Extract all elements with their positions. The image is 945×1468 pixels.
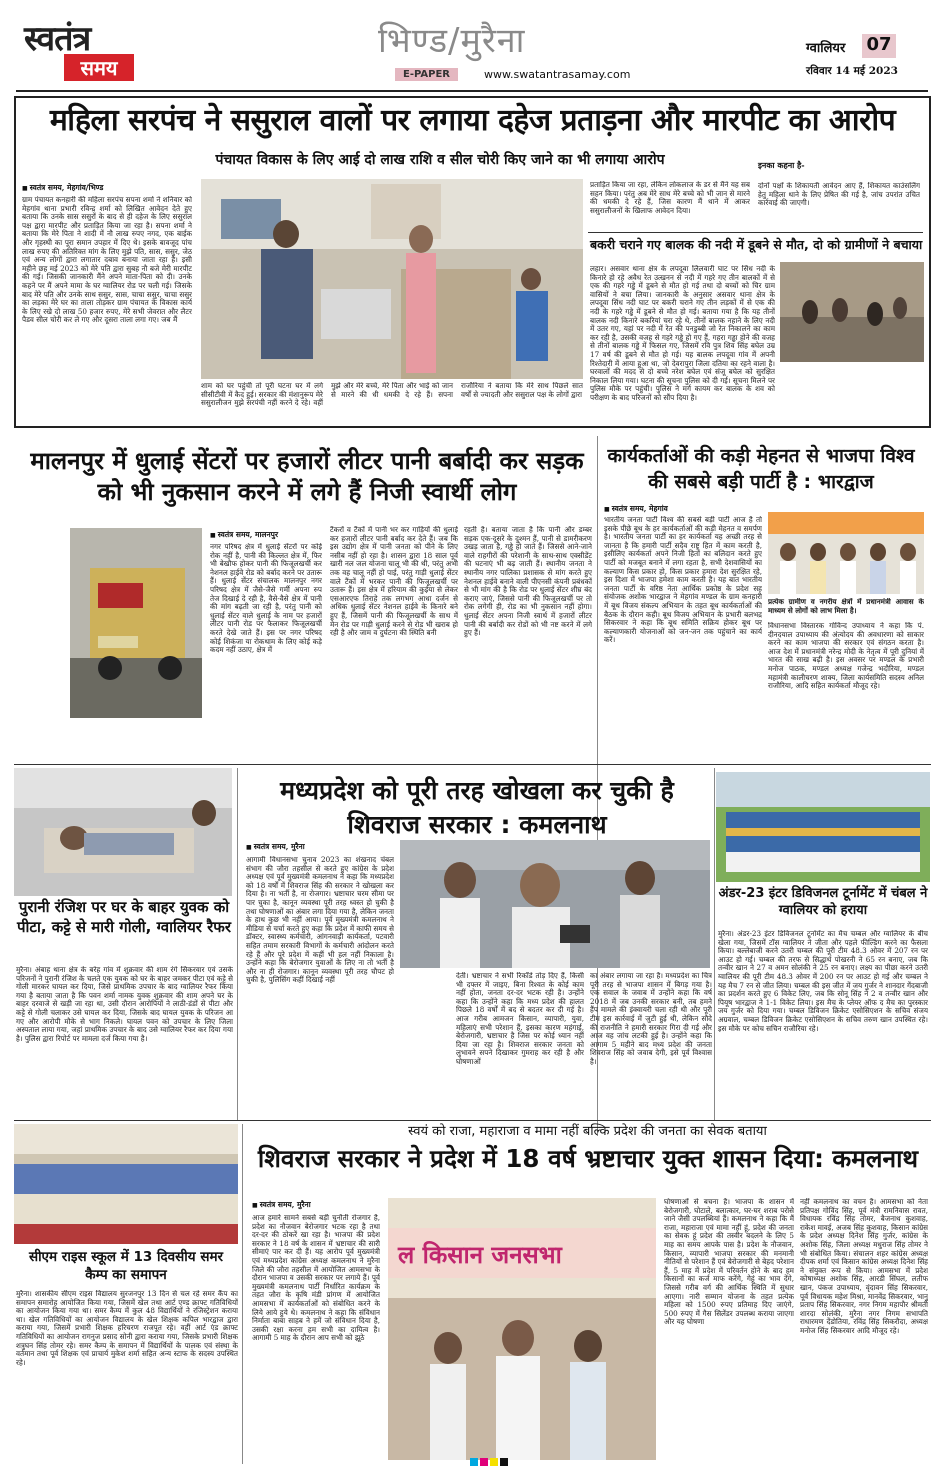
story1-col4: दोनों पक्षों के शिकायती आवेदन आए हैं, शिकायत काउंसलिंग हेतु महिला थाने के लिए प्रेषित की गई है, जांच उपरांत उचित कार्रवाई की जाएगी। xyxy=(758,182,920,208)
story8-photo-image xyxy=(14,1124,238,1244)
column-divider-left xyxy=(237,768,238,1120)
story4-text2: विधानसभा विस्तारक गोविन्द उपाध्याय ने कहा कि पं. दीनदयाल उपाध्याय की अंत्योदय की अवधारणा को साकार करने का काम भाजपा की सरकार एवं संगठन करता है। आज देश में प्रधानमंत्री नरेन्द्र मोदी के नेतृत्व में पूरी दुनियां में भारत की साख बढ़ी है। इस अवसर पर मण्डल के प्रभारी मनोज पाठक, मण्डल अध्यक्ष गजेन्द्र भदौरिया, मण्डल महामंत्री कालीचरण शाक्य, जिला कार्यसमिति सदस्य अनिल राजौरिया, आदि सहित कार्यकर्ता मौजूद रहे। xyxy=(768,622,924,691)
reg-black xyxy=(500,1458,508,1466)
reg-magenta xyxy=(480,1458,488,1466)
story2-rule xyxy=(588,232,923,233)
story5-photo-image xyxy=(14,768,232,896)
story9-col3: घोषणाओं से बचना है। भाजपा के शासन में बेरोजगारी, घोटाले, बलात्कार, घर-घर शराब परोसे जाने जैसी उपलब्धियां हैं। कमलनाथ ने कहा कि मैं राजा, महाराजा एवं मामा नहीं हूं, प्रदेश की जनता का सेवक हूं प्रदेश की तस्वीर बदलने के लिए 5 माह का समय आपके पास है। प्रदेश के नौजवान, किसान, व्यापारी भाजपा सरकार की मनमानी नीतियों से परेशान हैं एवं बेरोजगारी से बेहद परेशान हैं, 5 माह में प्रदेश में परिवर्तन होने के बाद हम किसानों का कर्ज माफ करेंगे, गेहूं का भाव देंगे, जिससे गरीब वर्ग की आर्थिक स्थिति में सुधार आएगा। नारी सम्मान योजना के तहत प्रत्येक महिला को 1500 रुपए प्रतिमाह दिए जाएंगे, 500 रुपए में गैस सिलेंडर उपलब्ध कराया जाएगा और यह घोषणा xyxy=(664,1198,794,1327)
registration-marks xyxy=(470,1458,510,1466)
story8-text: मुरैना। शासकीय सीएम राइस विद्यालय सुरजनपुर 13 दिन से चल रहे समर कैंप का समापन समारोह आयोजित किया गया, जिसमें खेल तथा आर्ट एण्ड क्राफ्ट गतिविधियों का आयोजन किया गया था। समर कैम्प में कुल 48 विद्यार्थियों ने रजिस्ट्रेशन कराया था। खेल गतिविधियों का आयोजन विद्यालय के खेल शिक्षक कपिल भारद्वाज द्वारा कराया गया, जिसमें प्रभारी शिक्षक हरिचरण राजपूत रहे। वहीं आर्ट एंड क्राफ्ट गतिविधियों का आयोजन रागनुज प्रसाद सोनी द्वारा कराया गया, जिसके प्रभारी शिक्षक शत्रुघन सिंह तोमर रहे। समर कैम्प के समापन में विद्यार्थियों के पालक एवं संस्था के वर्तमान तथा पूर्व शिक्षक एवं प्राचार्य मुकेश शर्मा सहित अन्य स्टाफ के सदस्य उपस्थित रहे। xyxy=(16,1290,238,1367)
story4-photo-image xyxy=(768,512,924,594)
mid-rule xyxy=(14,764,931,765)
column-divider-bottom xyxy=(242,1124,243,1464)
story9-col4: नहीं कमलनाथ का वचन है। आमसभा को नेता प्रतिपक्ष गोविंद सिंह, पूर्व मंत्री रामनिवास रावत, विधायक रविंद्र सिंह तोमर, बैजनाथ कुशवाह, राकेश मावई, अजब सिंह कुशवाह, किसान कांग्रेस के प्रदेश अध्यक्ष दिनेश सिंह गुर्जर, कांग्रेस के अशोक सिंह, जिला अध्यक्ष मधुराज सिंह तोमर ने भी संबोधित किया। संचालन शहर कांग्रेस अध्यक्ष दीपक शर्मा एवं किसान कांग्रेस अध्यक्ष दिनेश सिंह ने संयुक्त रूप से किया। आमसभा में प्रदेश कोषाध्यक्ष अशोक सिंह, आरडी सिंघल, लतीफ खान, पंकज उपाध्याय, वृंदावन सिंह सिकरवार, पूर्व विधायक महेश मिश्रा, मानवेंद्र सिकरवार, भानु प्रताप सिंह सिकरवार, नगर निगम महापौर श्रीमती शारदा सोलंकी, मुरैना नगर निगम सभापति राधारमण देंडोतिया, रविंद्र सिंह सिकरौदा, अध्यक्ष मनोज सिंह सिकरवार आदि मौजूद रहे। xyxy=(800,1198,928,1335)
epaper-label: E-PAPER xyxy=(395,68,458,81)
story7-headline: अंडर-23 इंटर डिविजनल टूर्नामेंट में चंबल ने ग्वालियर को हराया xyxy=(718,886,928,918)
story3-col2: टैंकरों व टैंकों में पानी भर कर गाड़ियों की धुलाई कर हजारों लीटर पानी बर्बाद कर देते हैं। जब कि इस उद्योग क्षेत्र में पानी जनता को पीने के लिए नसीब नहीं हो रहा है। शासन द्वारा 18 साल पूर्व खारी नल जल योजना चालू भी की थी, परंतु अभी तक वह चालू नहीं हो पाई, परंतु गाड़ी धुलाई सेंटर वाले टैंकों में भरकर पानी की फिजूलखर्ची पर उतारू हैं। इस क्षेत्र में हरियाम की कुईया से लेकर एसआरएफ तिराहे तक लगभग आधा दर्जन से अधिक धुलाई सेंटर नेशनल हाईवे के किनारे बने हुए हैं, जिसमें पानी की फिजूलखर्ची के साथ में मेन रोड पर गाड़ी धुलाई करने से रोड भी खराब हो रही है और जाम व दुर्घटना की स्थिति बनी xyxy=(330,526,458,638)
story6-byline: ■ स्वतंत्र समय, मुरैना xyxy=(246,842,305,852)
logo[interactable] xyxy=(24,14,142,81)
story1-headline: महिला सरपंच ने ससुराल वालों पर लगाया दहेज प्रताड़ना और मारपीट का आरोप xyxy=(49,103,896,138)
story9-kicker: स्वयं को राजा, महाराजा व मामा नहीं बल्कि प्रदेश की जनता का सेवक बताया xyxy=(408,1124,767,1139)
masthead xyxy=(0,0,945,90)
story2-headline: बकरी चराने गए बालक की नदी में डूबने से मौत, दो को ग्रामीणों ने बचाया xyxy=(590,237,923,252)
edition-title: भिण्ड/मुरैना xyxy=(378,21,526,61)
story4-photo-caption: प्रत्येक ग्रामीण व नगरीय क्षेत्रों में प्रधानमंत्री आवास के माध्यम से लोगों को लाभ मिला है। xyxy=(768,598,924,615)
story3-photo xyxy=(70,528,202,718)
story1-col3: प्रताड़ित किया जा रहा, लेकिन लोकलाज के डर से मैंने यह सब सहन किया। परंतु अब मेरे साथ मेरे बच्चे को भी जान से मारने की धमकी दे रहे हैं, जिस कारण मैं थाने में आकर ससुरालीजनों के खिलाफ आवेदन दिया। xyxy=(590,181,750,215)
story3-col1: नगर परिषद क्षेत्र में धुलाई सेंटरों पर कोई रोक नहीं है, पानी की किल्लत क्षेत्र में, फिर भी बेखौफ होकर पानी की फिजूलखर्ची कर नेशनल हाईवे रोड को बर्बाद करने पर उतारू हैं। धुलाई सेंटर संचालक मालनपुर नगर परिषद क्षेत्र में जैसे-जैसे गर्मी अपना रुप तेज दिखाई दे रही है, वैसे-वैसे क्षेत्र में पानी की मांग बढ़ती जा रही है, परंतु पानी को धुलाई सेंटर वाले धुलाई के नाम पर हजारों लीटर पानी रोड पर फैलाकर फिजूलखर्ची करते देखे जाते हैं। इस पर नगर परिषद कोई शिकंजा या रोकथाम के लिए कोई कड़े कदम नहीं उठाए, क्षेत्र में xyxy=(210,543,322,655)
story7-photo xyxy=(716,772,930,882)
reg-yellow xyxy=(490,1458,498,1466)
story7-text: मुरैना। अंडर-23 इंटर डिविजनल टूर्नामेंट का मैच चम्बल और ग्वालियर के बीच खेला गया, जिसमें टॉस ग्वालियर ने जीता और पहले फील्डिंग करने का फैसला किया। बल्लेबाजी करने उतरी चम्बल की पूरी टीम 48.3 ओवर में 207 रन पर आउट हो गई। चम्बल की तरफ से सिद्धार्थ पोखरनी ने 65 रन बनाए, जब कि तन्वीर खान ने 27 व अमन सोलंकी ने 25 रन बनाए। लक्ष्य का पीछा करने उतरी ग्वालियर की पूरी टीम 48.3 ओवर में 200 रन पर आउट हो गई और चम्बल ने यह मैच 7 रन से जीत लिया। चम्बल की इस जीत में जय गुर्जर ने शानदार गेंदबाजी का प्रदर्शन करते हुए 6 विकेट लिए, जब कि सोनू सिंह ने 2 व तन्वीर खान और पियूष भारद्वाज ने 1-1 विकेट लिया। इस मैच के प्लेयर ऑफ द मैच का पुरस्कार जय गुर्जर को दिया गया। चम्बल डिविजन क्रिकेट एसोसिएशन के सचिव संजय अग्रवाल, चम्बल डिविजन क्रिकेट एसोसिएशन के सचिव तरुण खान उपस्थित रहे। इस मौके पर कोच सचिन राजौरिया रहे। xyxy=(718,930,928,1033)
masthead-rule xyxy=(16,90,928,92)
story2-photo xyxy=(780,262,924,362)
story8-headline: सीएम राइस स्कूल में 13 दिवसीय समर कैम्प का समापन xyxy=(28,1249,224,1284)
story4-byline: ■ स्वतंत्र समय, मेहगांव xyxy=(604,504,668,514)
story2-photo-image xyxy=(780,262,924,362)
page-number: 07 xyxy=(862,34,896,58)
website-link[interactable]: www.swatantrasamay.com xyxy=(484,68,631,81)
story6-col3: का अंबार लगाया जा रहा है। मध्यप्रदेश का चित्र पूरी तरह से भाजपा शासन में बिगड़ गया है। एक सवाल के जवाब में उन्होंने कहा कि वर्ष 2018 में जब उनकी सरकार बनी, तब हमने हैंप मामले की इंक्वायरी चला रही थी और पूरी टीम इस कार्रवाई में जुटी हुई थी, लेकिन सौदे की राजनीति ने हमारी सरकार गिरा दी गई और आज वह जांच लटकी हुई है। उन्होंने कहा कि आगाम 5 महीने बाद मध्य प्रदेश की जनता शिवराज सिंह को जवाब देगी, इसे पूर्व विश्वास है। xyxy=(590,972,712,1066)
story5-headline: पुरानी रंजिश पर घर के बाहर युवक को पीटा, कट्टे से मारी गोली, ग्वालियर रैफर xyxy=(16,898,231,936)
story1-col4-label: इनका कहना है- xyxy=(758,160,805,170)
story1-photo-caption: शाम को घर पहुंची तो पूरी घटना घर में लगे सीसीटीवी में कैद हुई। सरकार की मंशानुरूप मेरे ससुरालीजन मुझे सरपंची नहीं करने दे रहे। वहीं मुझे और मेरे बच्चे, मेरे पिता और भाई को जान से मारने की धी धमकी दे रहे हैं। सपना राजौरिया ने बताया कि मेरे साथ पिछले सात वर्षों से ज्यादती और ससुराल पक्ष के लोगों द्वारा xyxy=(201,382,583,408)
story6-photo-image xyxy=(400,840,710,968)
logo-bottom: समय xyxy=(64,54,134,81)
issue-date: रविवार 14 मई 2023 xyxy=(806,65,898,77)
logo-top: स्वतंत्र xyxy=(24,19,91,59)
story4-photo xyxy=(768,512,924,594)
story1-byline: ■ स्वतंत्र समय, मेहगांव/भिण्ड xyxy=(22,183,103,193)
story6-photo xyxy=(400,840,710,968)
story1-col1: ग्राम पंचायत कनहारी की महिला सरपंच सपना शर्मा ने शनिवार को मेहगांव थाना प्रभारी रविन्द्र शर्मा को लिखित आवेदन देते हुए बताया कि उनके सास ससुरों के बाद से ही दहेज के लिए ससुराल पक्ष द्वारा मारपीट और प्रताड़ित किया जा रहा है। सपना शर्मा ने बताया कि मेरे पिता ने शादी में नौ लाख रुपए नगद, एक बाईक और गृहस्थी का पूरा समान उपहार में दिए थे। इसके बावजूद पांच लाख रुपए की अतिरिक्त मांग के लिए मुझे पति, सास, ससुर, जेठ एवं अन्य लोगों द्वारा लगातार दबाव बनाया जाता रहा है। इसी महीने छह मई 2023 को मेरे पति द्वारा सुबह नौ बजे मेरी मारपीट की गई। जिसकी जानकारी मैंने अपने माता-पिता को दी। उनके कहने पर मैं अपने मामा के घर ग्वालियर रोड पर चली गई। जिसके बाद मेरे पति और उनके साथ ससुर, सास, चाचा ससुर, चाचा ससुर का लड़का मेरे घर का ताला तोड़कर ग्राम पंचायत के विकास कार्य के लिए रखे दो लाख 50 हजार रुपए, मेरे सभी जेवरात और लैटर पैडव सील चोरी कर ले गए और दूसरा ताला लगा गए। जब मैं xyxy=(22,196,192,325)
story9-photo-banner: ल किसान जनसभा xyxy=(398,1241,562,1269)
story3-headline: मालनपुर में धुलाई सेंटरों पर हजारों लीटर पानी बर्बादी कर सड़क को भी नुकसान करने में लगे हैं निजी स्वार्थी लोग xyxy=(30,447,584,507)
story9-headline: शिवराज सरकार ने प्रदेश में 18 वर्ष भ्रष्टाचार युक्त शासन दिया: कमलनाथ xyxy=(257,1144,919,1173)
story4-headline: कार्यकर्ताओं की कड़ी मेहनत से भाजपा विश्व की सबसे बड़ी पार्टी है : भारद्वाज xyxy=(607,445,915,493)
column-divider-cricket xyxy=(714,768,715,1120)
story4-text: भारतीय जनता पार्टी विश्व की सबसे बड़ी पार्टी आज है तो इसके पीछे बूथ के हर कार्यकर्ताओं की कड़ी मेहनत व समर्पण है। भारतीय जनता पार्टी का हर कार्यकर्ता यह अच्छी तरह से जानता है कि हमारी पार्टी सदैव राष्ट्र हित में काम करती है, इसीलिए कार्यकर्ता अपने निजी हितों का बलिदान करते हुए पार्टी को मजबूत बनाने में लगा रहता है, सभी देशवासियों का कल्याण किस प्रकार हो, किस प्रकार हमारा देश सुरक्षित रहे, इस दिशा में भाजपा हमेशा काम करती है। यह बात भारतीय जनता पार्टी के वरिष्ठ नेता आर्थिक प्रकोष्ठ के प्रदेश सह संयोजक अशोक भारद्वाज ने मेहगांव मण्डल के ग्राम कनहारी में बूथ विजय संकल्प अभियान के तहत बूथ कार्यकर्ताओं की बैठक के दौरान कही। बूथ विजय अभियान के प्रभारी बलभद्र सिकरवार ने कहा कि बूथ समिति सक्रिय होकर बूथ पर कल्याणकारी योजनाओं को जन-जन तक पहुंचाने का कार्य करें। xyxy=(604,516,762,645)
story7-photo-image xyxy=(716,772,930,882)
story3-byline: ■ स्वतंत्र समय, मालनपुर xyxy=(210,530,278,540)
story6-col2: देती। भ्रष्टाचार ने सभी रिकॉर्ड तोड़ दिए हैं, किसी भी दफ्तर में जाइए, बिना रिश्वत के कोई काम नहीं होता, जनता दर-दर भटक रही है। उन्होंने कहा कि उन्होंने कहा कि मध्य प्रदेश की हालत पिछले 18 वर्षों में बद से बदतर कर दी गई है। आज गरीब आमजन किसान, व्यापारी, युवा, महिलाएं सभी परेशान हैं, इसका कारण महंगाई, बेरोजगारी, भ्रष्टाचार है जिस पर कोई ध्यान नहीं दिया जा रहा है। शिवराज सरकार जनता को लुभावने सपने दिखाकर गुमराह कर रही है और घोषणाओं xyxy=(456,972,584,1066)
story9-byline: ■ स्वतंत्र समय, मुरैना xyxy=(252,1200,311,1210)
story6-headline: मध्यप्रदेश को पूरी तरह खोखला कर चुकी है शिवराज सरकार : कमलनाथ xyxy=(280,776,674,839)
story1-photo-image xyxy=(201,179,583,379)
story5-photo xyxy=(14,768,232,896)
story9-col1: आज हमारे सामने सबसे बड़ी चुनौती रोजगार है, प्रदेश का नौजवान बेरोजगार भटक रहा है तथा दर-दर की ठोकरें खा रहा है। भाजपा की प्रदेश सरकार ने 18 वर्ष के शासन में भ्रष्टाचार की सारी सीमाएं पार कर दी हैं। यह आरोप पूर्व मुख्यमंत्री एवं मध्यप्रदेश कांग्रेस अध्यक्ष कमलनाथ ने मुरैना जिले की जौरा तहसील में आयोजित आमसभा के दौरान भाजपा व उसकी सरकार पर लगाये हैं। पूर्व मुख्यमंत्री कमलनाथ पार्टी निर्धारित कार्यक्रम के तहत जौरा के कृषि मंडी प्रांगण में आयोजित आमसभा में कार्यकर्ताओं को संबोधित करने के लिये आये हुये थे। कमलनाथ ने कहा कि संविधान निर्माता बाबा साहब ने हमें जो संविधान दिया है, उसकी रक्षा करना हम सभी का दायित्व है। आगामी 5 माह के दौरान आप सभी को झूठे xyxy=(252,1214,380,1343)
story9-photo xyxy=(388,1198,656,1460)
story3-photo-image xyxy=(70,528,202,718)
story6-col1: आगामी विधानसभा चुनाव 2023 का शंखनाद चंबल संभाग की जौरा तहसील से करते हुए कांग्रेस के प्रदेश अध्यक्ष एवं पूर्व मुख्यमंत्री कमलनाथ ने कहा कि मध्यप्रदेश को 18 वर्षों में शिवराज सिंह की सरकार ने खोखला कर दिया है। ना भर्ती है, ना रोजगार। भ्रष्टाचार चरम सीमा पर पार चुका है, कानून व्यवस्था पूरी तरह ध्वस्त हो चुकी है तथा घोषणाओं का अंबार लगा दिया गया है, लेकिन जनता के हाथ कुछ भी नहीं आया। पूर्व मुख्यमंत्री कमलनाथ ने मीडिया से चर्चा करते हुए कहा कि प्रदेश में काफी समय से डॉक्टर, स्वास्थ्य कर्मचारी, आंगनवाड़ी कार्यकर्ता, पटवारी सहित तमाम सरकारी विभागों के कर्मचारी आंदोलन करते रहे हैं और पूरे प्रदेश में कहीं भी हल नहीं निकाला है। उन्होंने कहा कि बेरोजगार युवाओं के लिए ना तो भर्ती है और ना ही रोजगार। कानून व्यवस्था पूरी तरह चौपट हो चुकी है, पुलिसिंग कहीं दिखाई नहीं xyxy=(246,856,394,985)
story2-text: लहार। असवार थाना क्षेत्र के लपदूवा लिलवारी घाट पर सिंध नदी के किनारे हो रहे अवैध रेत उत्खनन से नदी में गहरे गए तीन बालकों में से एक की गहरे गड्ढे में डूबने से मौत हो गई तथा दो बच्चों को चिर ग्राम वासियों ने बचा लिया। जानकारी के अनुसार असवार थाना क्षेत्र के लपदूवा सिंध नदी घाट पर बकरी चराने गए तीन लड़कों में से एक की नदी के गहरे गड्ढे में डूबने से मौत हो गई। बताया गया है कि यह तीनों बालक नदी किनारे बकरियां चरा रहे थे, तीनों बालक नहाने के लिए नदी में उतर गए, यहां पर नदी में रेत की पनडुब्बी जो रेत निकालने का काम कर रही है, उसकी वजह से गहरे गड्ढे हो गए हैं, गहरा गड्ढा होने की वजह से तीनों बालक गड्ढे में फिसल गए, जिसमें रवि पुत्र शिव सिंह बघेल उम्र 17 वर्ष की डूबने से मौत हो गई। यह बालक लपदूवा गांव में अपनी रिश्तेदारी में आया हुआ था, जो देवरापुरा जिला दतिया का रहने वाला है। घरवालों की मदद से दो बच्चे नरेश बघेल एवं संजू बघेल को सुरक्षित निकाल लिया गया। घटना की सूचना पुलिस को दी गई। सूचना मिलने पर पुलिस मौके पर पहुंची। पुलिस ने मर्ग कायम कर बालक के शव को परीक्षण के बाद परिजनों को सौंप दिया है। xyxy=(590,265,775,402)
story3-col3: रहती है। बताया जाता है कि पानी और डम्बर सड़क एक-दूसरे के दुश्मन हैं, पानी से डामरीकरण उखड़ जाता है, गड्ढे हो जाते हैं। जिससे आने-जाने वाले राहगीरों की परेशानी के साथ-साथ एक्सीडेंट की घटनाएं भी बढ़ जाती हैं। स्थानीय जनता ने स्थानीय नगर पालिका प्रशासक से मांग करते हुए नेशनल हाईवे बनाने वाली पीएनसी कंपनी प्रबंधकों से भी मांग की है कि रोड पर धुलाई सेंटर शीघ्र बंद कराए जाएं, जिससे पानी की फिजूलखर्ची पर तो रोक लगेगी ही, रोड का भी नुकसान नहीं होगा। धुलाई सेंटर अपना निजी स्वार्थ में हजारों लीटर पानी की बर्बादी कर रोडों को भी नष्ट करने में लगे हुए हैं। xyxy=(464,526,592,638)
story8-photo xyxy=(14,1124,238,1244)
reg-cyan xyxy=(470,1458,478,1466)
story5-text: मुरैना। अंबाह थाना क्षेत्र के बरेह गांव में शुक्रवार की शाम रंगे सिकरवार एवं उसके परिजनों ने पुरानी रंजिश के चलते एक युवक को घर के बाहर जमकर पीटा एवं कट्टे से गोली मारकर घायल कर दिया, जिसे प्राथमिक उपचार के बाद ग्वालियर रैफर किया गया है बताया जाता है कि पवन शर्मा नामक युवक शुक्रवार की शाम अपने घर के बाहर दरवाजे से खड़ी जा रहा था, उसी दौरान आरोपियों ने लाठी-डंडों से पीटा और कट्टे से गोली चलाकर उसे घायल कर दिया, जिसके बाद घायल युवक के परिजन आ गए और आरोपी मौके से भाग निकले। घायल पवन को उपचार के लिए जिला अस्पताल लाया गया, जहां प्राथमिक उपचार के बाद उसे ग्वालियर रैफर कर दिया गया है। पुलिस द्वारा रिपोर्ट पर मामला दर्ज किया गया है। xyxy=(16,966,233,1043)
lower-rule xyxy=(14,1120,931,1121)
city-label: ग्वालियर xyxy=(806,41,846,56)
story1-photo xyxy=(201,179,583,379)
story1-subhead: पंचायत विकास के लिए आई दो लाख राशि व सील चोरी किए जाने का भी लगाया आरोप xyxy=(215,152,665,168)
